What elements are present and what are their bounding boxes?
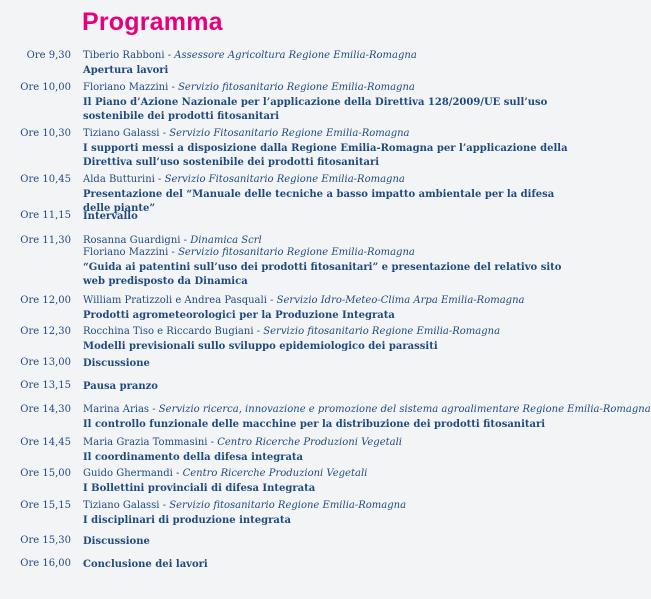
entry-time: Ore 10,30 — [20, 128, 71, 139]
entry-time: Ore 15,00 — [20, 468, 71, 479]
entry-content — [83, 128, 573, 170]
speaker-line — [83, 247, 573, 259]
talk-title: Discussione — [83, 536, 150, 547]
entry-time: Ore 14,45 — [20, 437, 71, 448]
speaker-organization: Servizio fitosanitario Regione Emilia-Romagna — [178, 247, 415, 258]
entry-time: Ore 12,00 — [20, 295, 71, 306]
speaker-name: Rocchina Tiso e Riccardo Bugiani - — [83, 326, 264, 337]
talk-title: Modelli previsionali sullo sviluppo epidemiologico dei parassiti — [83, 341, 438, 352]
entry-time: Ore 14,30 — [20, 404, 71, 415]
page-title: Programma — [82, 8, 223, 36]
speaker-line — [83, 468, 573, 480]
speaker-organization: Servizio Fitosanitario Regione Emilia-Romagna — [169, 128, 410, 139]
talk-title: Il controllo funzionale delle macchine per la distribuzione dei prodotti fitosanitari — [83, 419, 546, 430]
speaker-line — [83, 295, 573, 307]
entry-content — [83, 404, 651, 432]
entry-time: Ore 9,30 — [26, 50, 71, 61]
entry-content — [83, 326, 573, 354]
talk-title: I disciplinari di produzione integrata — [83, 515, 291, 526]
speaker-organization: Servizio fitosanitario Regione Emilia-Romagna — [263, 326, 501, 337]
talk-title: I Bollettini provinciali di difesa Integrata — [83, 483, 316, 494]
speaker-line — [83, 128, 573, 140]
entry-time: Ore 16,00 — [20, 558, 71, 569]
speaker-organization: Servizio Fitosanitario Regione Emilia-Romagna — [164, 174, 405, 185]
entry-content — [83, 437, 573, 465]
talk-title: Presentazione del “Manuale delle tecniche a basso impatto ambientale per la difesa delle piante” — [83, 189, 555, 214]
entry-content — [83, 558, 573, 572]
talk-title: Il coordinamento della difesa integrata — [83, 452, 304, 463]
entry-time: Ore 11,15 — [20, 210, 71, 221]
entry-content — [83, 357, 573, 371]
speaker-organization: Servizio fitosanitario Regione Emilia-Romagna — [169, 500, 407, 511]
entry-time: Ore 11,30 — [20, 235, 71, 246]
entry-time: Ore 10,45 — [20, 174, 71, 185]
speaker-organization: Servizio fitosanitario Regione Emilia-Romagna — [178, 82, 415, 93]
speaker-line — [83, 174, 573, 186]
entry-time: Ore 15,30 — [20, 535, 71, 546]
entry-content — [83, 210, 573, 224]
speaker-name: Floriano Mazzini - — [83, 82, 179, 93]
speaker-name: Maria Grazia Tommasini - — [83, 437, 218, 448]
speaker-organization: Dinamica Scrl — [190, 235, 262, 246]
speaker-line — [83, 82, 573, 94]
talk-title: Discussione — [83, 358, 150, 369]
speaker-line — [83, 235, 573, 247]
talk-title: Il Piano d’Azione Nazionale per l’applicazione della Direttiva 128/2009/UE sull’uso sostenibile dei prodotti fitosanitari — [83, 97, 548, 122]
entry-content — [83, 82, 573, 124]
speaker-line — [83, 437, 573, 449]
speaker-organization: Servizio Idro-Meteo-Clima Arpa Emilia-Romagna — [276, 295, 525, 306]
talk-title: “Guida ai patentini sull’uso dei prodotti fitosanitari” e presentazione del relativo sito web predisposto da Dinamica — [83, 262, 562, 287]
speaker-name: Alda Butturini - — [83, 174, 165, 185]
speaker-line — [83, 500, 573, 512]
entry-time: Ore 12,30 — [20, 326, 71, 337]
speaker-line — [83, 404, 651, 416]
entry-content — [83, 468, 573, 496]
speaker-organization: Assessore Agricoltura Regione Emilia-Romagna — [174, 50, 417, 61]
entry-time: Ore 13,15 — [20, 380, 71, 391]
entry-content — [83, 235, 573, 289]
entry-content — [83, 500, 573, 528]
talk-title: Prodotti agrometeorologici per la Produzione Integrata — [83, 310, 395, 321]
speaker-name: Marina Arias - — [83, 404, 159, 415]
speaker-name: Tiziano Galassi - — [83, 500, 170, 511]
speaker-line — [83, 50, 573, 62]
speaker-organization: Centro Ricerche Produzioni Vegetali — [217, 437, 402, 448]
speaker-organization: Servizio ricerca, innovazione e promozione del sistema agroalimentare Regione Emilia-Romagna — [158, 404, 651, 415]
speaker-name: William Pratizzoli e Andrea Pasquali - — [83, 295, 277, 306]
entry-content — [83, 535, 573, 549]
speaker-line — [83, 326, 573, 338]
talk-title: I supporti messi a disposizione dalla Regione Emilia-Romagna per l’applicazione della Direttiva sull’uso sostenibile dei prodotti fitosanitari — [83, 143, 568, 168]
speaker-name: Rosanna Guardigni - — [83, 235, 191, 246]
talk-title: Pausa pranzo — [83, 381, 158, 392]
talk-title: Apertura lavori — [83, 65, 169, 76]
speaker-name: Floriano Mazzini - — [83, 247, 179, 258]
speaker-organization: Centro Ricerche Produzioni Vegetali — [182, 468, 368, 479]
entry-content — [83, 380, 573, 394]
entry-content — [83, 295, 573, 323]
entry-time: Ore 13,00 — [20, 357, 71, 368]
entry-time: Ore 10,00 — [20, 82, 71, 93]
talk-title: Conclusione dei lavori — [83, 559, 208, 570]
entry-content — [83, 50, 573, 78]
entry-time: Ore 15,15 — [20, 500, 71, 511]
talk-title: Intervallo — [83, 211, 138, 222]
speaker-name: Guido Ghermandi - — [83, 468, 183, 479]
speaker-name: Tiberio Rabboni - — [83, 50, 175, 61]
speaker-name: Tiziano Galassi - — [83, 128, 170, 139]
